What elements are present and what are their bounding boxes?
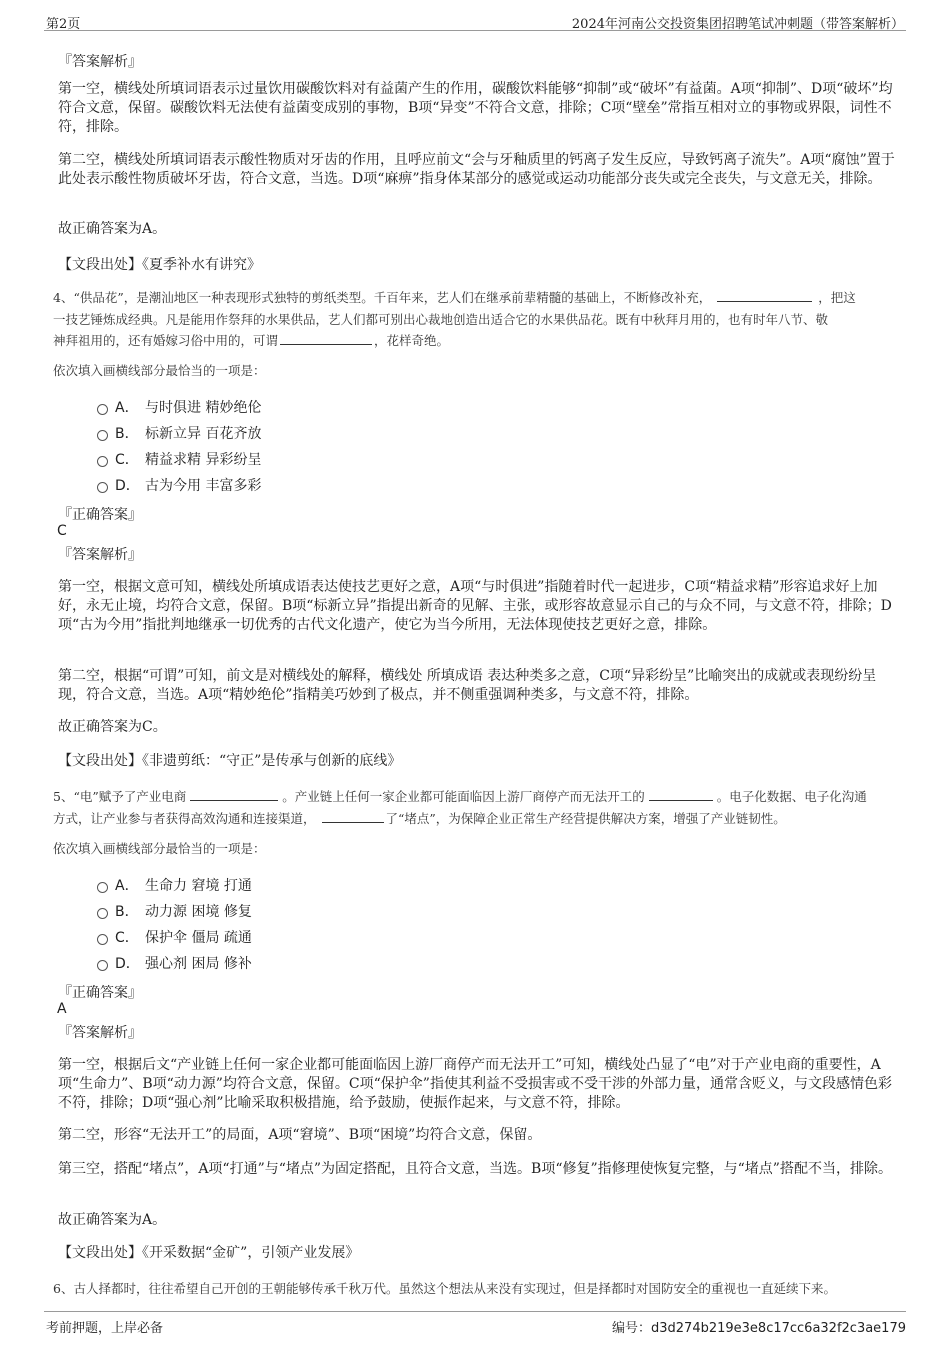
q4-source: 【文段出处】《非遗剪纸：“守正”是传承与创新的底线》 <box>58 753 402 769</box>
page-number: 第2页 <box>46 17 81 32</box>
q6-stem: 6、古人择都时，往往希望自己开创的王朝能够传承千秋万代。虽然这个想法从来没有实现过，但是择都时对国防安全的重视也一直延续下来。 <box>53 1281 836 1296</box>
q4-correct-label: 『正确答案』 <box>58 507 142 523</box>
document-code: 编号：d3d274b219e3e8c17cc6a32f2c3ae179 <box>611 1321 906 1336</box>
q5-analysis-para3: 第三空，搭配“堵点”，A项“打通”与“堵点”为固定搭配，且符合文意，当选。B项“修复”指修理使恢复完整，与“堵点”搭配不当，排除。 <box>58 1161 892 1177</box>
q4-analysis-label: 『答案解析』 <box>58 547 142 563</box>
q5-analysis-para2: 第二空，形容“无法开工”的局面，A项“窘境”、B项“困境”均符合文意，保留。 <box>58 1127 542 1143</box>
blank-line <box>280 332 372 345</box>
blank-line <box>649 788 713 801</box>
q4-stem: 4、“供品花”，是潮汕地区一种表现形式独特的剪纸类型。千百年来，艺人们在继承前辈精髓的基础上，不断修改补充， ，把这 一技艺锤炼成经典。凡是能用作祭拜的水果供品，艺人们都可别出心裁地创造出适合它的水果供品花。既有中秋拜月用的，也有时年八节、敬 神拜祖用的，还有婚嫁习俗中用的，可谓 ，花样奇绝。 <box>53 290 856 348</box>
q4-answer: C <box>57 523 67 539</box>
q5-stem: 5、“电”赋予了产业电商 。产业链上任何一家企业都可能面临因上游厂商停产而无法开工的 。电子化数据、电子化沟通 方式，让产业参与者获得高效沟通和连接渠道， 了“堵点”，为保障企业正常生产经营提供解决方案，增强了产业链韧性。 <box>53 789 867 826</box>
q5-analysis-para1: 第一空，根据后文“产业链上任何一家企业都可能面临因上游厂商停产而无法开工”可知，横线处凸显了“电”对于产业电商的重要性，A项“生命力”、B项“动力源”均符合文意，保留。C项“保护伞”指使其利益不受损害或不受干涉的外部力量，通常含贬义，与文段感情色彩不符，排除；D项“强心剂”比喻采取积极措施，给予鼓励，使振作起来，与文意不符，排除。 <box>58 1057 892 1111</box>
q3-analysis-para2: 第二空，横线处所填词语表示酸性物质对牙齿的作用，且呼应前文“会与牙釉质里的钙离子发生反应，导致钙离子流失”。A项“腐蚀”置于此处表示酸性物质破坏牙齿，符合文意，当选。D项“麻痹”指身体某部分的感觉或运动功能部分丧失或完全丧失，与文意无关，排除。 <box>58 152 895 187</box>
q3-analysis-label: 『答案解析』 <box>58 54 142 70</box>
q5-prompt: 依次填入画横线部分最恰当的一项是： <box>53 841 266 856</box>
q5-answer: A <box>57 1001 67 1017</box>
blank-line <box>190 788 278 801</box>
radio-icon[interactable] <box>97 934 108 945</box>
radio-icon[interactable] <box>97 430 108 441</box>
blank-line <box>717 289 812 302</box>
q4-analysis-para1: 第一空，根据文意可知，横线处所填成语表达使技艺更好之意，A项“与时俱进”指随着时代一起进步，C项“精益求精”形容追求好上加好，永无止境，均符合文意，保留。B项“标新立异”指提出新奇的见解、主张，或形容故意显示自己的与众不同，与文意不符，排除；D项“古为今用”指批判地继承一切优秀的古代文化遗产，使它为当今所用，无法体现使技艺更好之意，排除。 <box>58 579 892 633</box>
q5-correct-label: 『正确答案』 <box>58 985 142 1001</box>
footer-slogan: 考前押题，上岸必备 <box>46 1321 164 1336</box>
page-footer <box>44 1311 906 1338</box>
q5-analysis-label: 『答案解析』 <box>58 1025 142 1041</box>
radio-icon[interactable] <box>97 482 108 493</box>
q4-conclusion: 故正确答案为C。 <box>58 719 167 735</box>
radio-icon[interactable] <box>97 456 108 467</box>
radio-icon[interactable] <box>97 908 108 919</box>
q4-prompt: 依次填入画横线部分最恰当的一项是： <box>53 363 266 378</box>
q5-conclusion: 故正确答案为A。 <box>58 1212 167 1228</box>
q3-source: 【文段出处】《夏季补水有讲究》 <box>58 257 261 273</box>
blank-line <box>322 810 384 823</box>
q3-conclusion: 故正确答案为A。 <box>58 221 167 237</box>
page-header <box>44 8 906 31</box>
radio-icon[interactable] <box>97 404 108 415</box>
q3-analysis-para1: 第一空，横线处所填词语表示过量饮用碳酸饮料对有益菌产生的作用，碳酸饮料能够“抑制”或“破坏”有益菌。A项“抑制”、D项“破坏”均符合文意，保留。碳酸饮料无法使有益菌变成别的事物，B项“异变”不符合文意，排除；C项“壁垒”常指互相对立的事物或界限，词性不符，排除。 <box>58 81 893 135</box>
radio-icon[interactable] <box>97 960 108 971</box>
q5-source: 【文段出处】《开采数据“金矿”，引领产业发展》 <box>58 1245 360 1261</box>
q4-analysis-para2: 第二空，根据“可谓”可知，前文是对横线处的解释，横线处 所填成语 表达种类多之意，C项“异彩纷呈”比喻突出的成就或表现纷纷呈现，符合文意，当选。A项“精妙绝伦”指精美巧妙到了极点，并不侧重强调种类多，与文意不符，排除。 <box>58 668 877 703</box>
radio-icon[interactable] <box>97 882 108 893</box>
document-title: 2024年河南公交投资集团招聘笔试冲刺题（带答案解析） <box>571 17 904 32</box>
